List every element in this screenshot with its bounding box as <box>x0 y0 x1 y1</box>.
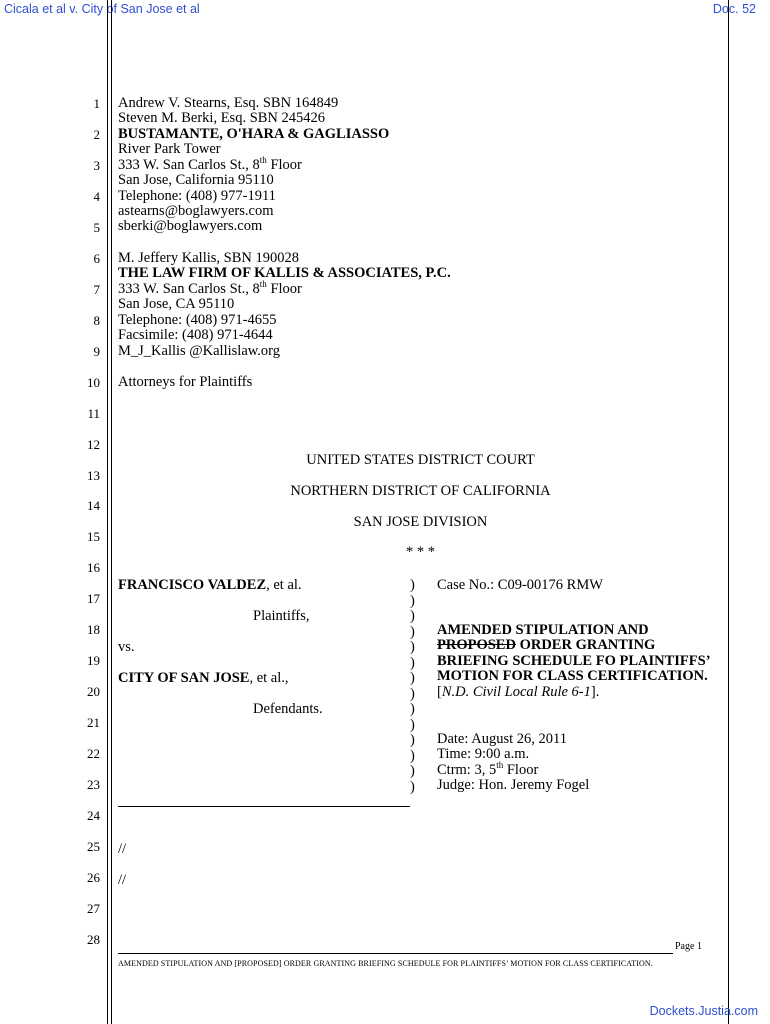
left-margin-rule-2 <box>111 0 112 1024</box>
caption-rule <box>118 806 410 807</box>
line-number: 13 <box>87 467 100 483</box>
counsel-address: 333 W. San Carlos St., 8th Floor <box>118 279 302 297</box>
line-number: 18 <box>87 622 100 638</box>
left-margin-rule-1 <box>107 0 108 1024</box>
caption-paren: ) <box>410 701 415 717</box>
document-title-line: PROPOSED ORDER GRANTING <box>437 637 656 653</box>
caption-paren: ) <box>410 747 415 764</box>
courtroom: Ctrm: 3, 5th Floor <box>437 760 539 778</box>
line-number: 7 <box>93 281 100 297</box>
line-number: 22 <box>87 746 100 762</box>
case-number: Case No.: C09-00176 RMW <box>437 577 603 593</box>
local-rule-citation: [N.D. Civil Local Rule 6-1]. <box>437 684 600 700</box>
counsel-phone: Telephone: (408) 977-1911 <box>118 188 276 204</box>
doc-number-link[interactable]: Doc. 52 <box>712 2 756 16</box>
line-number: 4 <box>93 188 100 204</box>
document-title-line: AMENDED STIPULATION AND <box>437 622 649 638</box>
document-title-line: BRIEFING SCHEDULE FO PLAINTIFFS’ <box>437 653 711 669</box>
caption-paren: ) <box>410 732 415 748</box>
court-name: UNITED STATES DISTRICT COURT <box>306 452 535 468</box>
justia-link[interactable]: Dockets.Justia.com <box>649 1004 758 1018</box>
line-number: 26 <box>87 870 100 885</box>
caption-paren: ) <box>410 685 415 702</box>
line-number: 28 <box>87 931 100 947</box>
counsel-line: M. Jeffery Kallis, SBN 190028 <box>118 250 299 266</box>
line-number: 8 <box>93 312 100 328</box>
counsel-line: Steven M. Berki, Esq. SBN 245426 <box>118 110 326 126</box>
line-number: 6 <box>93 250 100 266</box>
caption-paren: ) <box>410 623 415 640</box>
counsel-phone: Telephone: (408) 971-4655 <box>118 312 277 328</box>
counsel-fax: Facsimile: (408) 971-4644 <box>118 327 273 343</box>
line-number: 15 <box>87 529 100 545</box>
counsel-email: sberki@boglawyers.com <box>118 218 263 234</box>
line-number: 23 <box>87 777 100 793</box>
caption-paren: ) <box>410 716 415 733</box>
line-number: 14 <box>87 498 100 514</box>
counsel-line: San Jose, CA 95110 <box>118 296 235 312</box>
line-number: 20 <box>87 684 100 700</box>
page-number: Page 1 <box>675 941 702 952</box>
caption-paren: ) <box>410 639 415 655</box>
right-margin-rule <box>728 0 729 1024</box>
defendant-party: CITY OF SAN JOSE, et al., <box>118 670 289 686</box>
line-number: 16 <box>87 560 100 576</box>
caption-paren: ) <box>410 654 415 671</box>
caption-paren: ) <box>410 577 415 593</box>
line-number: 11 <box>87 405 100 421</box>
line-number: 9 <box>93 343 100 359</box>
plaintiffs-label: Plaintiffs, <box>253 608 310 624</box>
firm-name: BUSTAMANTE, O'HARA & GAGLIASSO <box>118 126 390 142</box>
docket-title-link[interactable]: Cicala et al v. City of San Jose et al <box>4 2 200 16</box>
document-title-line: MOTION FOR CLASS CERTIFICATION. <box>437 668 708 684</box>
line-number: 10 <box>87 374 100 390</box>
line-number: 17 <box>87 591 100 607</box>
hearing-time: Time: 9:00 a.m. <box>437 746 530 762</box>
counsel-email: M_J_Kallis @Kallislaw.org <box>118 343 280 359</box>
counsel-email: astearns@boglawyers.com <box>118 203 274 219</box>
defendants-label: Defendants. <box>253 701 323 717</box>
court-district: NORTHERN DISTRICT OF CALIFORNIA <box>290 483 551 499</box>
line-number: 27 <box>87 900 100 916</box>
line-number: 19 <box>87 653 100 669</box>
judge: Judge: Hon. Jeremy Fogel <box>437 777 590 793</box>
line-number: 5 <box>93 219 100 235</box>
line-number: 3 <box>93 157 100 173</box>
attorneys-for: Attorneys for Plaintiffs <box>118 374 253 390</box>
footer-title: AMENDED STIPULATION AND [PROPOSED] ORDER GRANTING BRIEFING SCHEDULE FOR PLAINTIFFS’ MOTION FOR CLASS CERTIFICATION. <box>118 959 653 968</box>
line-number: 25 <box>87 839 100 855</box>
counsel-address: 333 W. San Carlos St., 8th Floor <box>118 155 302 173</box>
caption-paren: ) <box>410 592 415 609</box>
court-division: SAN JOSE DIVISION <box>353 514 488 530</box>
caption-paren: ) <box>410 608 415 624</box>
line-number: 24 <box>87 808 100 824</box>
line-number: 12 <box>87 436 100 452</box>
versus: vs. <box>118 639 135 655</box>
continuation-slashes: // <box>118 872 127 888</box>
continuation-slashes: // <box>118 841 127 857</box>
hearing-date: Date: August 26, 2011 <box>437 731 567 747</box>
caption-paren: ) <box>410 763 415 779</box>
court-separator: * * * <box>406 544 435 560</box>
counsel-line: Andrew V. Stearns, Esq. SBN 164849 <box>118 95 339 111</box>
plaintiff-party: FRANCISCO VALDEZ, et al. <box>118 577 302 593</box>
line-number: 1 <box>93 96 100 111</box>
footer-rule <box>118 953 673 954</box>
counsel-line: San Jose, California 95110 <box>118 172 274 188</box>
line-number: 21 <box>87 715 100 731</box>
counsel-line: River Park Tower <box>118 141 221 157</box>
firm-name: THE LAW FIRM OF KALLIS & ASSOCIATES, P.C. <box>118 265 451 281</box>
caption-paren: ) <box>410 778 415 795</box>
line-number: 2 <box>93 126 100 142</box>
caption-paren: ) <box>410 670 415 686</box>
